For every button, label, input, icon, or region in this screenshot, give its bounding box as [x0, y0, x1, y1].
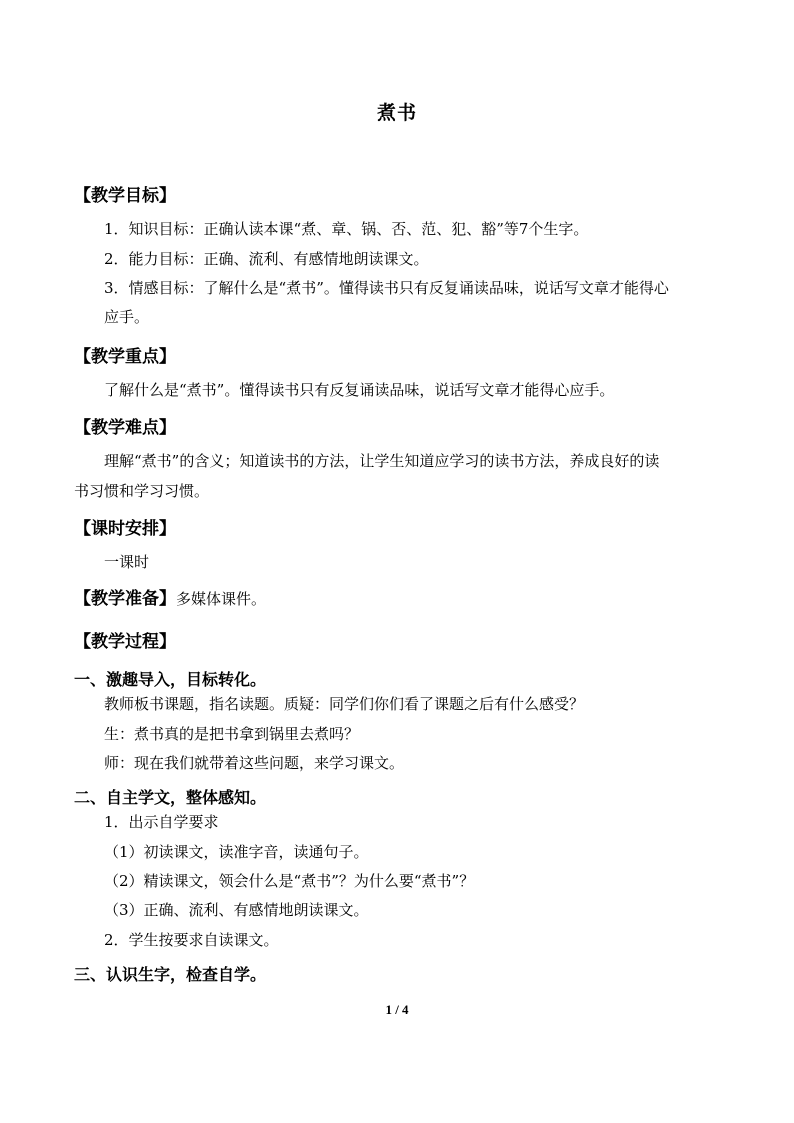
key-points-text: 了解什么是“煮书”。懂得读书只有反复诵读品味，说话写文章才能得心应手。 — [104, 381, 615, 399]
process-s2-line-3: （2）精读课文，领会什么是“煮书”？为什么要“煮书”？ — [104, 872, 475, 890]
goal-line-3-cont: 应手。 — [104, 308, 150, 326]
process-s2-line-2: （1）初读课文，读准字音，读通句子。 — [104, 843, 369, 861]
process-section-3-title: 三、认识生字，检查自学。 — [74, 965, 267, 984]
heading-goals: 【教学目标】 — [74, 186, 176, 206]
heading-key-points: 【教学重点】 — [74, 347, 176, 367]
process-s1-line-1: 教师板书课题，指名读题。质疑：同学们你们看了课题之后有什么感受？ — [104, 695, 585, 713]
heading-process: 【教学过程】 — [74, 632, 176, 652]
goal-line-1: 1．知识目标：正确认读本课“煮、章、锅、否、范、犯、豁”等7个生字。 — [104, 220, 589, 238]
difficulties-line-1: 理解“煮书”的含义；知道读书的方法，让学生知道应学习的读书方法，养成良好的读 — [104, 452, 660, 470]
process-s1-line-2: 生：煮书真的是把书拿到锅里去煮吗？ — [104, 725, 360, 743]
heading-difficulties: 【教学难点】 — [74, 418, 176, 438]
schedule-text: 一课时 — [104, 553, 150, 571]
process-s2-line-5: 2．学生按要求自读课文。 — [104, 931, 279, 949]
document-title: 煮书 — [376, 102, 417, 124]
process-s2-line-1: 1．出示自学要求 — [104, 813, 219, 831]
preparation-text: 多媒体课件。 — [176, 590, 267, 608]
page-number: 1 / 4 — [385, 1002, 409, 1017]
process-s2-line-4: （3）正确、流利、有感情地朗读课文。 — [104, 901, 369, 919]
process-section-1-title: 一、激趣导入，目标转化。 — [74, 670, 267, 689]
heading-preparation-label: 【教学准备】 — [74, 589, 176, 609]
goal-line-2: 2．能力目标：正确、流利、有感情地朗读课文。 — [104, 250, 429, 268]
goal-line-3: 3．情感目标：了解什么是“煮书”。懂得读书只有反复诵读品味，说话写文章才能得心 — [104, 279, 669, 297]
difficulties-line-2: 书习惯和学习习惯。 — [74, 482, 210, 500]
heading-schedule: 【课时安排】 — [74, 519, 176, 539]
heading-preparation — [74, 584, 266, 609]
process-s1-line-3: 师：现在我们就带着这些问题，来学习课文。 — [104, 754, 405, 772]
process-section-2-title: 二、自主学文，整体感知。 — [74, 788, 267, 807]
